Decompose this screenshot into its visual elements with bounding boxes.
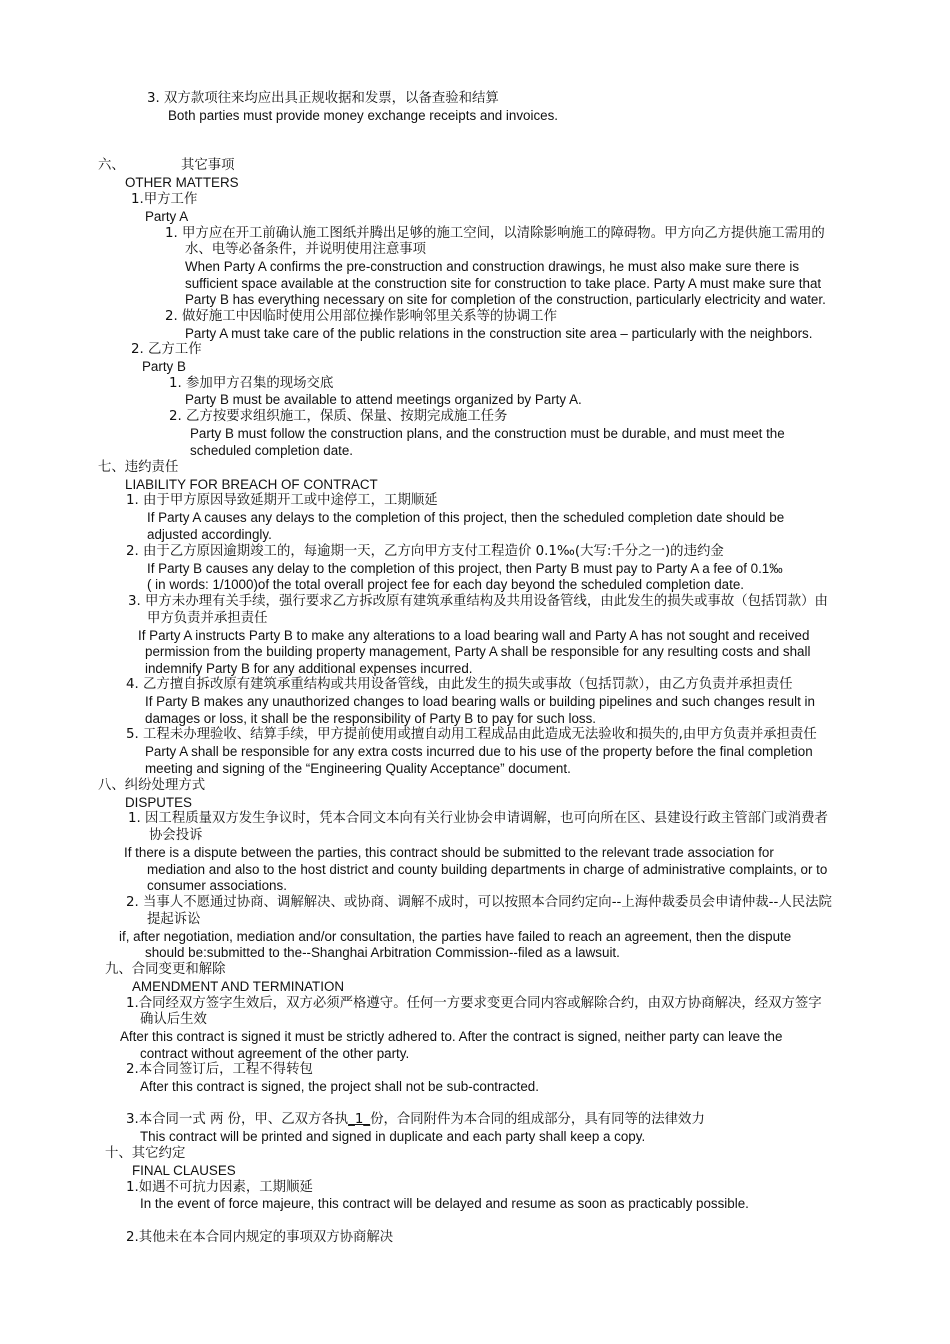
liability-item3-en-line1: If Party A instructs Party B to make any alterations to a load bearing wall and Party A has not sought and received [138, 628, 810, 643]
amendment-item3-cn [126, 1112, 705, 1128]
liability-item4-cn: 4. 乙方擅自拆改原有建筑承重结构或共用设备管线，由此发生的损失或事故（包括罚款），由乙方负责并承担责任 [126, 677, 793, 692]
liability-item1-en-line2: adjusted accordingly. [147, 527, 272, 542]
amendment-item1-cn-line1: 1.合同经双方签字生效后，双方必须严格遵守。任何一方要求变更合同内容或解除合约，由双方协商解决，经双方签字 [126, 996, 822, 1011]
section-6-title-cn: 其它事项 [181, 158, 235, 173]
party-b-item1-en: Party B must be available to attend meetings organized by Party A. [185, 392, 582, 407]
liability-item5-cn: 5. 工程未办理验收、结算手续，甲方提前使用或擅自动用工程成品由此造成无法验收和损失的,由甲方负责并承担责任 [126, 727, 817, 742]
amendment-item3-cn-part2: 份，合同附件为本合同的组成部分，具有同等的法律效力 [370, 1112, 705, 1127]
disputes-item1-cn-line1: 1. 因工程质量双方发生争议时，凭本合同文本向有关行业协会申请调解，也可向所在区、县建设行政主管部门或消费者 [128, 811, 828, 826]
final-item1-en: In the event of force majeure, this contract will be delayed and resume as soon as practicably possible. [140, 1196, 749, 1211]
section-9-title-en: AMENDMENT AND TERMINATION [132, 979, 345, 994]
party-b-item1-cn: 1. 参加甲方召集的现场交底 [169, 376, 334, 391]
disputes-item2-en-line2: should be:submitted to the--Shanghai Arbitration Commission--filed as a lawsuit. [145, 945, 620, 960]
liability-item3-en-line2: permission from the building property management, Party A shall be responsible for any resulting costs and shall [145, 644, 811, 659]
party-b-item2-en-line2: scheduled completion date. [190, 443, 354, 458]
party-a-item2-en: Party A must take care of the public relations in the construction site area – particularly with the neighbors. [185, 326, 813, 341]
payment-receipts-cn: 3. 双方款项往来均应出具正规收据和发票，以备查验和结算 [147, 91, 499, 106]
party-a-work-cn: 1.甲方工作 [131, 192, 198, 207]
disputes-item1-en-line2: mediation and also to the host district and county building departments in charge of administrative complaints, or to [147, 862, 828, 877]
liability-item4-en-line2: damages or loss, it shall be the responsibility of Party B to pay for such loss. [145, 711, 597, 726]
copies-count-field: _1_ [348, 1112, 371, 1127]
disputes-item1-cn-line2: 协会投诉 [149, 828, 203, 843]
liability-item1-cn: 1. 由于甲方原因导致延期开工或中途停工，工期顺延 [126, 493, 438, 508]
section-6-title-en: OTHER MATTERS [125, 175, 239, 190]
amendment-item2-cn: 2.本合同签订后，工程不得转包 [126, 1062, 313, 1077]
liability-item2-en-line2: ( in words: 1/1000)of the total overall project fee for each day beyond the scheduled completion date. [147, 577, 744, 592]
liability-item5-en-line1: Party A shall be responsible for any extra costs incurred due to his use of the property before the final completion [145, 744, 813, 759]
section-10-title-cn: 十、其它约定 [105, 1146, 186, 1161]
liability-item3-en-line3: indemnify Party B for any additional expenses incurred. [145, 661, 473, 676]
payment-receipts-en: Both parties must provide money exchange receipts and invoices. [168, 108, 559, 123]
liability-item5-en-line2: meeting and signing of the “Engineering Quality Acceptance” document. [145, 761, 571, 776]
disputes-item2-en-line1: if, after negotiation, mediation and/or consultation, the parties have failed to reach an agreement, then the dispute [119, 929, 792, 944]
party-a-item2-cn: 2. 做好施工中因临时使用公用部位操作影响邻里关系等的协调工作 [165, 309, 557, 324]
disputes-item2-cn-line1: 2. 当事人不愿通过协商、调解解决、或协商、调解不成时，可以按照本合同约定向--上海仲裁委员会申请仲裁--人民法院 [126, 895, 832, 910]
amendment-item2-en: After this contract is signed, the project shall not be sub-contracted. [140, 1079, 539, 1094]
party-a-work-en: Party A [145, 209, 189, 224]
liability-item2-cn: 2. 由于乙方原因逾期竣工的，每逾期一天，乙方向甲方支付工程造价 0.1‰(大写:千分之一)的违约金 [126, 544, 724, 559]
section-8-title-cn: 八、纠纷处理方式 [98, 778, 206, 793]
party-a-item1-cn-line2: 水、电等必备条件，并说明使用注意事项 [185, 242, 427, 257]
amendment-item1-en-line1: After this contract is signed it must be strictly adhered to. After the contract is signed, neither party can leave the [120, 1029, 783, 1044]
liability-item3-cn-line2: 甲方负责并承担责任 [147, 611, 268, 626]
party-a-item1-en-line3: Party B has everything necessary on site for completion of the construction, particularly electricity and water. [185, 292, 826, 307]
amendment-item3-cn-part1: 3.本合同一式 两 份，甲、乙双方各执 [126, 1112, 349, 1127]
liability-item1-en-line1: If Party A causes any delays to the completion of this project, then the scheduled completion date should be [147, 510, 785, 525]
party-a-item1-en-line2: sufficient space available at the construction site for construction to take place. Party A must make sure that [185, 276, 822, 291]
liability-item2-en-line1: If Party B causes any delay to the completion of this project, then Party B must pay to Party A a fee of 0.1‰ [147, 561, 783, 576]
amendment-item3-en: This contract will be printed and signed in duplicate and each party shall keep a copy. [140, 1129, 646, 1144]
disputes-item1-en-line1: If there is a dispute between the parties, this contract should be submitted to the relevant trade association for [124, 845, 774, 860]
amendment-item1-cn-line2: 确认后生效 [140, 1012, 207, 1027]
section-7-title-cn: 七、违约责任 [98, 460, 179, 475]
liability-item3-cn-line1: 3. 甲方未办理有关手续，强行要求乙方拆改原有建筑承重结构及共用设备管线，由此发生的损失或事故（包括罚款）由 [128, 594, 828, 609]
final-item2-cn: 2.其他未在本合同内规定的事项双方协商解决 [126, 1230, 394, 1245]
section-7-title-en: LIABILITY FOR BREACH OF CONTRACT [125, 477, 378, 492]
amendment-item1-en-line2: contract without agreement of the other party. [140, 1046, 410, 1061]
party-a-item1-cn-line1: 1. 甲方应在开工前确认施工图纸并腾出足够的施工空间，以清除影响施工的障碍物。甲方向乙方提供施工需用的 [165, 226, 825, 241]
party-a-item1-en-line1: When Party A confirms the pre-construction and construction drawings, he must also make sure there is [185, 259, 800, 274]
section-8-title-en: DISPUTES [125, 795, 192, 810]
party-b-work-cn: 2. 乙方工作 [131, 342, 202, 357]
disputes-item2-cn-line2: 提起诉讼 [147, 912, 201, 927]
party-b-work-en: Party B [142, 359, 186, 374]
section-9-title-cn: 九、合同变更和解除 [105, 962, 226, 977]
section-10-title-en: FINAL CLAUSES [132, 1163, 236, 1178]
disputes-item1-en-line3: consumer associations. [147, 878, 287, 893]
party-b-item2-cn: 2. 乙方按要求组织施工，保质、保量、按期完成施工任务 [169, 409, 508, 424]
section-6-number: 六、 [98, 158, 125, 173]
final-item1-cn: 1.如遇不可抗力因素，工期顺延 [126, 1180, 313, 1195]
party-b-item2-en-line1: Party B must follow the construction plans, and the construction must be durable, and must meet the [190, 426, 785, 441]
liability-item4-en-line1: If Party B makes any unauthorized changes to load bearing walls or building pipelines and such changes result in [145, 694, 815, 709]
